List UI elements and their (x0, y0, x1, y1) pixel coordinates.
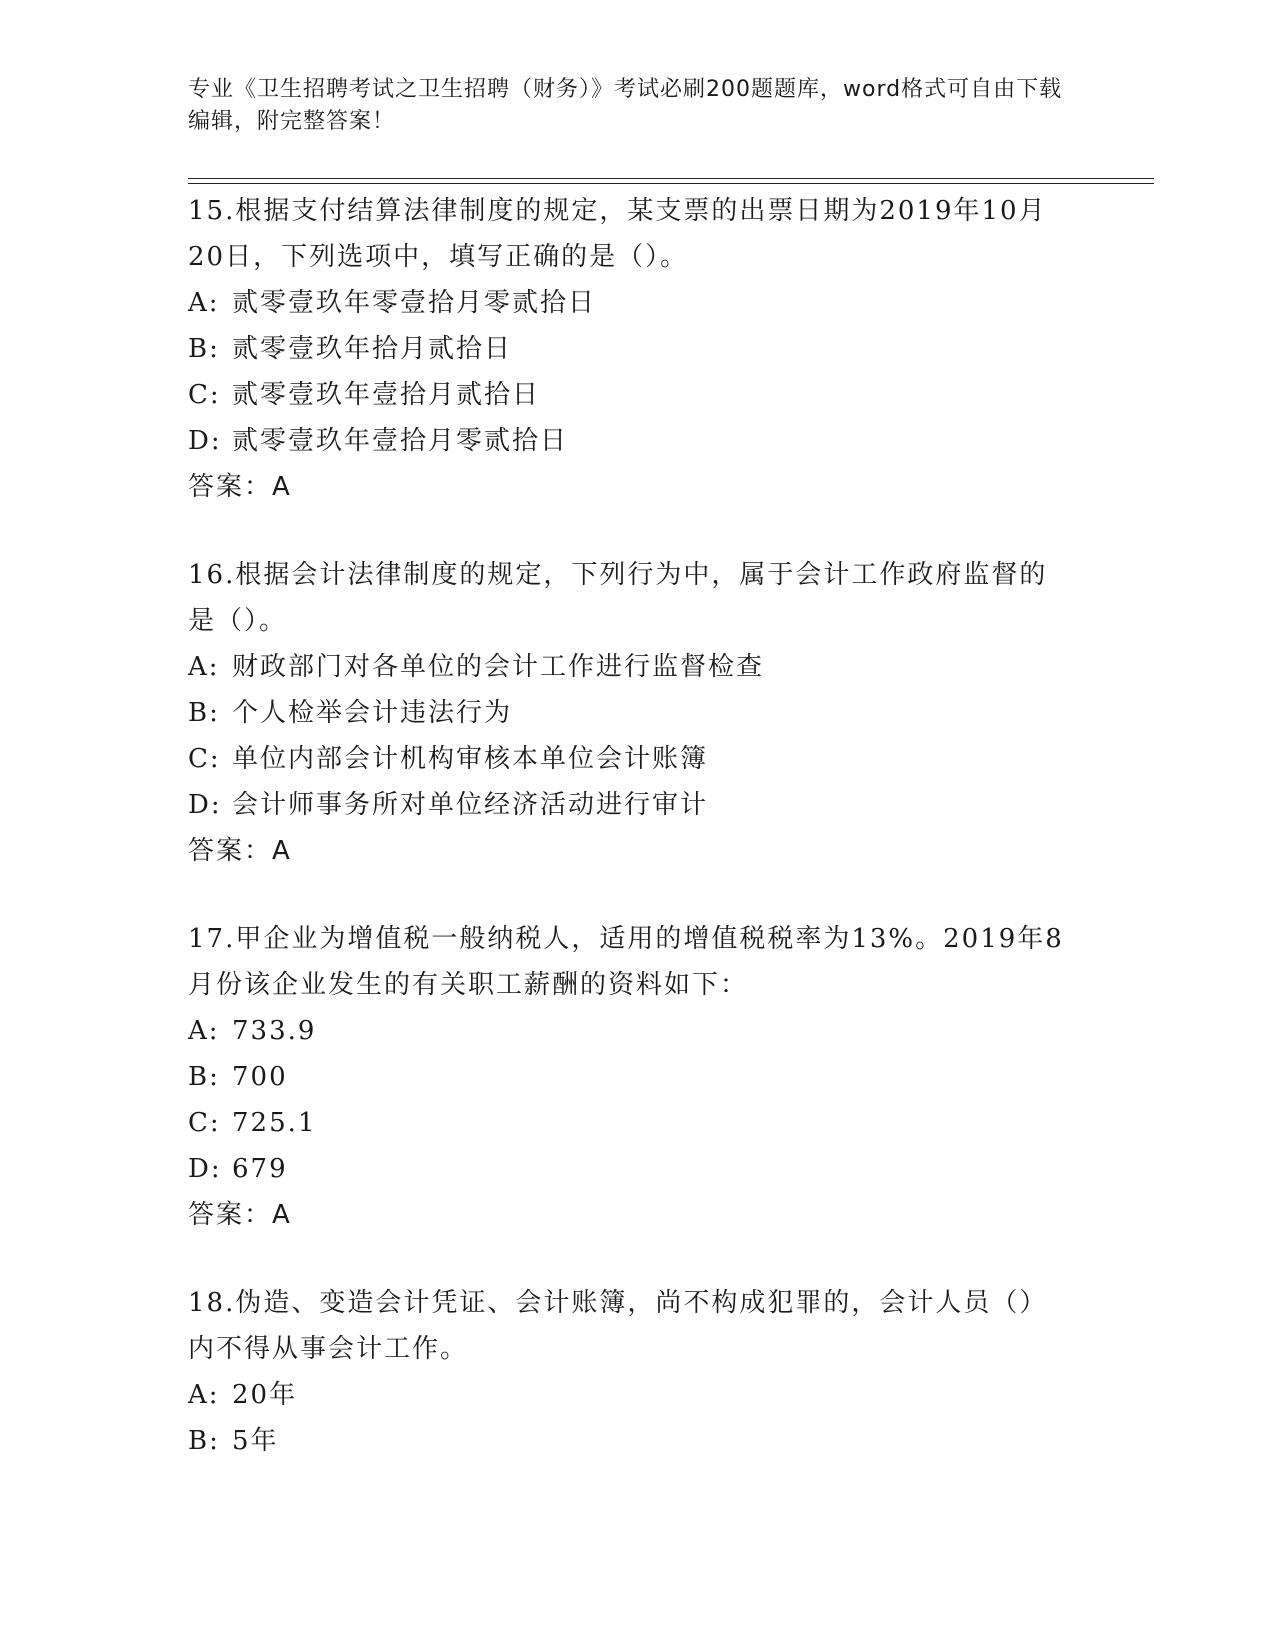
header-divider (188, 178, 1154, 179)
option-key: B: (188, 1426, 220, 1456)
option-key: A: (188, 1016, 220, 1046)
option-a (188, 644, 1068, 690)
option-text: 700 (232, 1062, 288, 1092)
option-key: A: (188, 652, 220, 682)
option-b (188, 1054, 1068, 1100)
option-text: 单位内部会计机构审核本单位会计账簿 (232, 744, 709, 774)
question-15 (188, 188, 1068, 510)
option-text: 个人检举会计违法行为 (232, 698, 513, 728)
answer-line: 答案：A (188, 472, 292, 502)
option-c (188, 1100, 1068, 1146)
question-stem: 16.根据会计法律制度的规定，下列行为中，属于会计工作政府监督的是（）。 (188, 560, 1048, 636)
option-text: 贰零壹玖年壹拾月零贰拾日 (232, 426, 569, 456)
option-key: C: (188, 744, 221, 774)
option-b (188, 326, 1068, 372)
question-stem: 18.伪造、变造会计凭证、会计账簿，尚不构成犯罪的，会计人员（）内不得从事会计工作。 (188, 1288, 1048, 1364)
option-d (188, 418, 1068, 464)
option-key: B: (188, 698, 220, 728)
question-stem: 17.甲企业为增值税一般纳税人，适用的增值税税率为13%。2019年8月份该企业发生的有关职工薪酬的资料如下： (188, 924, 1064, 1000)
option-key: B: (188, 334, 220, 364)
option-b (188, 690, 1068, 736)
option-b (188, 1418, 1068, 1464)
header-divider-second (188, 183, 1154, 184)
document-header: 专业《卫生招聘考试之卫生招聘（财务）》考试必刷200题题库，word格式可自由下载编辑，附完整答案！ (188, 77, 1063, 134)
option-key: C: (188, 380, 221, 410)
option-key: A: (188, 288, 220, 318)
option-text: 725.1 (232, 1108, 317, 1138)
answer-line: 答案：A (188, 836, 292, 866)
option-a (188, 280, 1068, 326)
option-c (188, 372, 1068, 418)
question-17 (188, 916, 1068, 1238)
question-list (188, 188, 1068, 1506)
option-text: 20年 (232, 1380, 298, 1410)
option-d (188, 1146, 1068, 1192)
option-a (188, 1372, 1068, 1418)
option-text: 贰零壹玖年壹拾月贰拾日 (232, 380, 541, 410)
option-key: D: (188, 1154, 222, 1184)
option-key: A: (188, 1380, 220, 1410)
answer-line: 答案：A (188, 1200, 292, 1230)
question-16 (188, 552, 1068, 874)
option-d (188, 782, 1068, 828)
option-text: 贰零壹玖年拾月贰拾日 (232, 334, 513, 364)
option-key: D: (188, 790, 222, 820)
option-a (188, 1008, 1068, 1054)
option-text: 733.9 (232, 1016, 317, 1046)
option-key: B: (188, 1062, 220, 1092)
option-c (188, 736, 1068, 782)
question-stem: 15.根据支付结算法律制度的规定，某支票的出票日期为2019年10月20日，下列选项中，填写正确的是（）。 (188, 196, 1047, 272)
option-key: C: (188, 1108, 221, 1138)
option-text: 会计师事务所对单位经济活动进行审计 (232, 790, 709, 820)
option-text: 679 (232, 1154, 288, 1184)
option-text: 5年 (232, 1426, 279, 1456)
option-text: 贰零壹玖年零壹拾月零贰拾日 (232, 288, 597, 318)
question-18 (188, 1280, 1068, 1464)
option-key: D: (188, 426, 222, 456)
option-text: 财政部门对各单位的会计工作进行监督检查 (232, 652, 765, 682)
